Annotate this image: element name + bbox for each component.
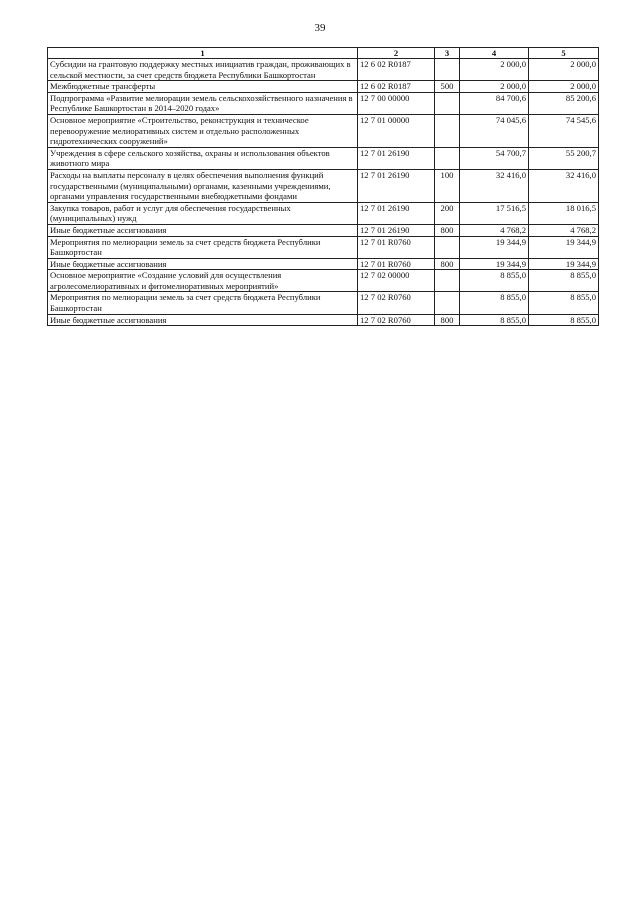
row-name-cell: Основное мероприятие «Создание условий для осуществления агролесомелиоративных и фитомелиоративных мероприятий» [48, 270, 358, 292]
row-code-cell: 12 7 02 00000 [358, 270, 435, 292]
row-type-cell: 800 [435, 224, 460, 236]
row-value-col4: 8 855,0 [460, 270, 529, 292]
row-name-cell: Учреждения в сфере сельского хозяйства, охраны и использования объектов животного мира [48, 147, 358, 169]
row-type-cell [435, 114, 460, 147]
row-code-cell: 12 7 01 26190 [358, 169, 435, 202]
row-name-cell: Основное мероприятие «Строительство, реконструкция и техническое перевооружение мелиоративных систем и отдельно расположенных гидротехнических сооружений» [48, 114, 358, 147]
row-value-col4: 8 855,0 [460, 314, 529, 326]
row-code-cell: 12 7 02 R0760 [358, 314, 435, 326]
column-header-1: 1 [48, 48, 358, 59]
row-type-cell [435, 92, 460, 114]
table-row [48, 314, 599, 326]
row-code-cell: 12 7 02 R0760 [358, 292, 435, 314]
row-name-cell: Расходы на выплаты персоналу в целях обеспечения выполнения функций государственными (муниципальными) органами, казенными учреждениями, органами управления государственными внебюджетными фондами [48, 169, 358, 202]
budget-table [47, 47, 599, 326]
row-code-cell: 12 7 01 26190 [358, 224, 435, 236]
table-row [48, 236, 599, 258]
row-value-col4: 19 344,9 [460, 258, 529, 270]
page-number: 39 [314, 22, 326, 34]
row-name-cell: Закупка товаров, работ и услуг для обеспечения государственных (муниципальных) нужд [48, 202, 358, 224]
row-type-cell [435, 236, 460, 258]
row-name-cell: Межбюджетные трансферты [48, 81, 358, 93]
row-value-col4: 54 700,7 [460, 147, 529, 169]
row-code-cell: 12 7 01 00000 [358, 114, 435, 147]
row-name-cell: Подпрограмма «Развитие мелиорации земель сельскохозяйственного назначения в Республике Башкортостан в 2014–2020 годах» [48, 92, 358, 114]
row-value-col4: 4 768,2 [460, 224, 529, 236]
row-code-cell: 12 6 02 R0187 [358, 59, 435, 81]
row-value-col5: 74 545,6 [529, 114, 599, 147]
row-value-col5: 8 855,0 [529, 292, 599, 314]
row-value-col4: 32 416,0 [460, 169, 529, 202]
table-body [48, 59, 599, 326]
row-value-col5: 32 416,0 [529, 169, 599, 202]
row-name-cell: Субсидии на грантовую поддержку местных инициатив граждан, проживающих в сельской местности, за счет средств бюджета Республики Башкортостан [48, 59, 358, 81]
row-value-col4: 17 516,5 [460, 202, 529, 224]
column-header-3: 3 [435, 48, 460, 59]
row-code-cell: 12 7 01 R0760 [358, 258, 435, 270]
row-value-col5: 2 000,0 [529, 81, 599, 93]
row-value-col4: 84 700,6 [460, 92, 529, 114]
table-row [48, 292, 599, 314]
row-code-cell: 12 7 01 26190 [358, 147, 435, 169]
row-value-col4: 2 000,0 [460, 81, 529, 93]
row-value-col4: 2 000,0 [460, 59, 529, 81]
table-header-row [48, 48, 599, 59]
row-type-cell [435, 147, 460, 169]
table-row [48, 59, 599, 81]
row-type-cell: 200 [435, 202, 460, 224]
row-value-col4: 19 344,9 [460, 236, 529, 258]
row-value-col5: 85 200,6 [529, 92, 599, 114]
table-row [48, 92, 599, 114]
row-type-cell: 500 [435, 81, 460, 93]
table-row [48, 270, 599, 292]
row-code-cell: 12 7 00 00000 [358, 92, 435, 114]
row-code-cell: 12 7 01 R0760 [358, 236, 435, 258]
table-row [48, 258, 599, 270]
row-code-cell: 12 7 01 26190 [358, 202, 435, 224]
row-value-col4: 8 855,0 [460, 292, 529, 314]
row-value-col4: 74 045,6 [460, 114, 529, 147]
row-name-cell: Иные бюджетные ассигнования [48, 258, 358, 270]
row-value-col5: 19 344,9 [529, 236, 599, 258]
row-type-cell [435, 270, 460, 292]
row-type-cell [435, 292, 460, 314]
row-code-cell: 12 6 02 R0187 [358, 81, 435, 93]
row-value-col5: 19 344,9 [529, 258, 599, 270]
column-header-4: 4 [460, 48, 529, 59]
row-name-cell: Мероприятия по мелиорации земель за счет средств бюджета Республики Башкортостан [48, 236, 358, 258]
table-row [48, 202, 599, 224]
row-value-col5: 8 855,0 [529, 270, 599, 292]
table-row [48, 114, 599, 147]
row-value-col5: 18 016,5 [529, 202, 599, 224]
row-value-col5: 4 768,2 [529, 224, 599, 236]
row-type-cell: 100 [435, 169, 460, 202]
row-value-col5: 55 200,7 [529, 147, 599, 169]
table-row [48, 169, 599, 202]
table-row [48, 147, 599, 169]
table-row [48, 224, 599, 236]
row-value-col5: 2 000,0 [529, 59, 599, 81]
row-name-cell: Иные бюджетные ассигнования [48, 314, 358, 326]
column-header-5: 5 [529, 48, 599, 59]
row-type-cell [435, 59, 460, 81]
row-type-cell: 800 [435, 314, 460, 326]
table-row [48, 81, 599, 93]
column-header-2: 2 [358, 48, 435, 59]
row-type-cell: 800 [435, 258, 460, 270]
row-name-cell: Иные бюджетные ассигнования [48, 224, 358, 236]
row-value-col5: 8 855,0 [529, 314, 599, 326]
row-name-cell: Мероприятия по мелиорации земель за счет средств бюджета Республики Башкортостан [48, 292, 358, 314]
